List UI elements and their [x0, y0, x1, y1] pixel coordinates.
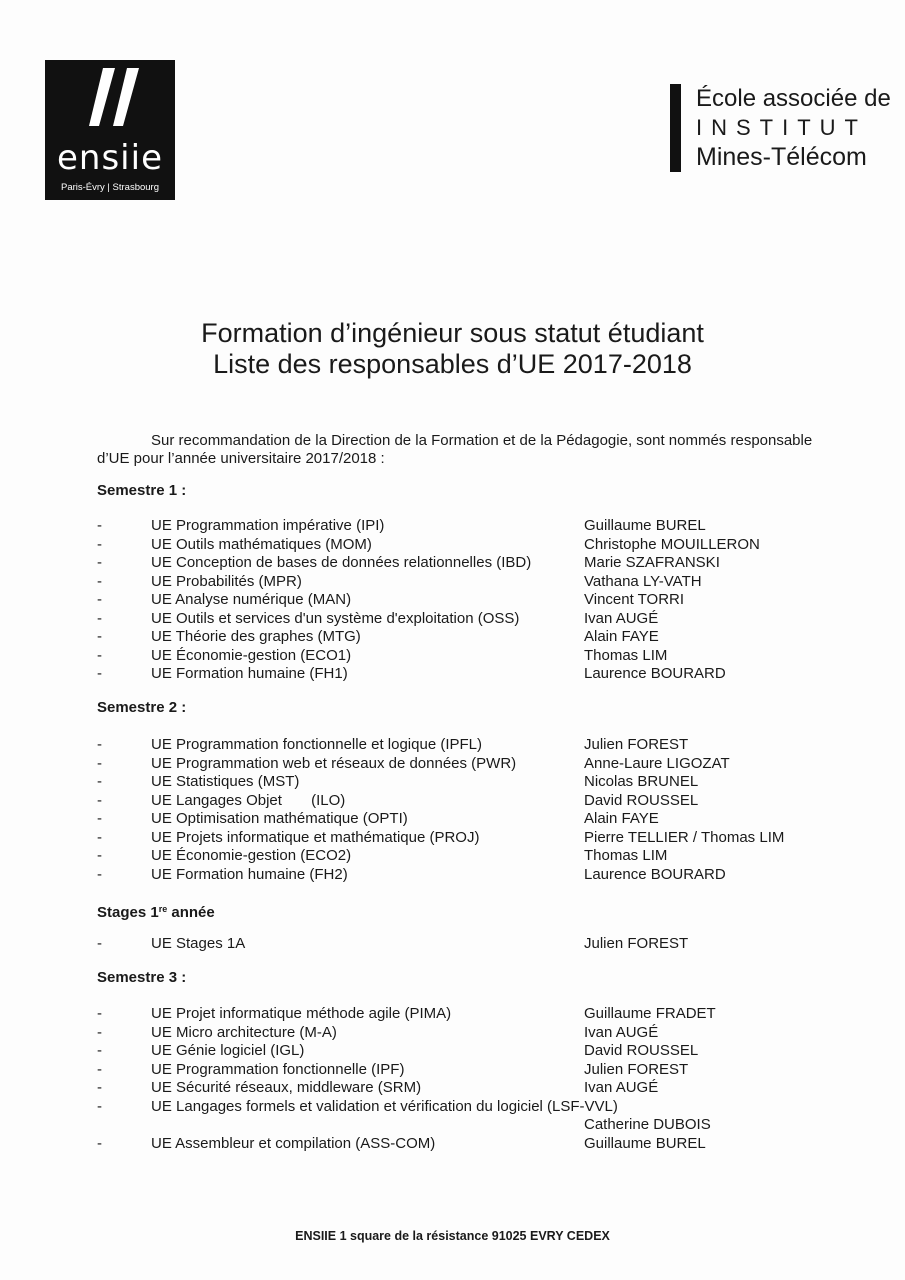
- document-title: [0, 318, 905, 380]
- ue-course: UE Formation humaine (FH1): [151, 665, 348, 682]
- list-item: [0, 536, 905, 555]
- list-item: [0, 610, 905, 629]
- ue-responsible: Laurence BOURARD: [584, 865, 726, 883]
- ue-responsible: Ivan AUGÉ: [584, 1079, 659, 1096]
- ue-list-semestre-2: [0, 736, 905, 884]
- ue-responsible: Vathana LY-VATH: [584, 572, 702, 590]
- ue-list-stages: [0, 935, 905, 954]
- list-dash: -: [97, 628, 102, 645]
- list-item: [0, 573, 905, 592]
- list-dash: -: [97, 1134, 102, 1152]
- ue-course: UE Assembleur et compilation (ASS-COM): [151, 1134, 436, 1152]
- ensiie-logo: [45, 60, 175, 200]
- list-dash: -: [97, 646, 102, 664]
- list-item: [0, 866, 905, 885]
- section-heading-semestre-3: Semestre 3 :: [97, 969, 187, 986]
- ue-responsible: Anne-Laure LIGOZAT: [584, 754, 730, 772]
- list-item: [0, 665, 905, 684]
- ue-responsible: David ROUSSEL: [584, 1042, 699, 1059]
- ue-course: UE Sécurité réseaux, middleware (SRM): [151, 1079, 422, 1096]
- ue-responsible: Alain FAYE: [584, 810, 659, 827]
- ue-course: UE Économie-gestion (ECO1): [151, 646, 352, 664]
- imt-bar-icon: [670, 84, 681, 172]
- ue-course: UE Programmation impérative (IPI): [151, 517, 385, 534]
- ue-responsible: Ivan AUGÉ: [584, 609, 659, 627]
- list-dash: -: [97, 517, 102, 534]
- ue-responsible: Marie SZAFRANSKI: [584, 554, 720, 571]
- list-item: [0, 792, 905, 811]
- list-item: [0, 1042, 905, 1061]
- ue-responsible: Thomas LIM: [584, 847, 668, 864]
- list-item: [0, 736, 905, 755]
- list-dash: -: [97, 665, 102, 682]
- ue-responsible: Thomas LIM: [584, 646, 668, 664]
- list-dash: -: [97, 609, 102, 627]
- intro-paragraph: [97, 432, 842, 468]
- list-item: [0, 1024, 905, 1043]
- list-dash: -: [97, 736, 102, 753]
- list-item: [0, 591, 905, 610]
- ue-responsible: Julien FOREST: [584, 935, 689, 952]
- ue-course: UE Programmation fonctionnelle (IPF): [151, 1060, 405, 1078]
- title-line2: Liste des responsables d’UE 2017-2018: [213, 349, 692, 379]
- ue-course: UE Économie-gestion (ECO2): [151, 847, 352, 864]
- ue-responsible: Julien FOREST: [584, 736, 689, 753]
- list-item: [0, 755, 905, 774]
- ue-course: UE Outils et services d'un système d'exploitation (OSS): [151, 609, 520, 627]
- list-dash: -: [97, 935, 102, 952]
- stages-heading-rest: année: [167, 904, 215, 921]
- ue-list-semestre-1: [0, 517, 905, 684]
- ue-course: UE Langages Objet (ILO): [151, 791, 346, 809]
- list-item: [0, 1135, 905, 1154]
- intro-line1: Sur recommandation de la Direction de la Formation et de la Pédagogie, sont nommés responsable: [151, 432, 813, 449]
- list-item: [0, 1005, 905, 1024]
- list-item: [0, 810, 905, 829]
- ue-responsible: Alain FAYE: [584, 628, 659, 645]
- list-item: [0, 628, 905, 647]
- list-item: [0, 773, 905, 792]
- list-item: [0, 517, 905, 536]
- ue-course: UE Projets informatique et mathématique (PROJ): [151, 828, 480, 846]
- ue-responsible: Christophe MOUILLERON: [584, 535, 760, 553]
- ue-responsible: Julien FOREST: [584, 1060, 689, 1078]
- ensiie-brand-text: ensiie: [57, 138, 163, 178]
- ue-responsible: Catherine DUBOIS: [584, 1116, 711, 1133]
- intro-line2: d’UE pour l’année universitaire 2017/2018 :: [97, 450, 385, 467]
- footer-address: ENSIIE 1 square de la résistance 91025 EVRY CEDEX: [295, 1229, 610, 1243]
- list-dash: -: [97, 1005, 102, 1022]
- ue-course: UE Langages formels et validation et vérification du logiciel (LSF-VVL): [151, 1097, 618, 1115]
- list-dash: -: [97, 591, 102, 608]
- imt-line3: Mines-Télécom: [696, 143, 867, 171]
- ue-course: UE Programmation web et réseaux de données (PWR): [151, 754, 517, 772]
- ue-course: UE Analyse numérique (MAN): [151, 591, 352, 608]
- ue-list-semestre-3: [0, 1005, 905, 1153]
- imt-line1: École associée de: [696, 85, 891, 112]
- list-dash: -: [97, 847, 102, 864]
- section-heading-semestre-2: Semestre 2 :: [97, 699, 187, 716]
- imt-line2: INSTITUT: [696, 115, 867, 140]
- list-dash: -: [97, 865, 102, 883]
- list-item: [0, 935, 905, 954]
- list-dash: -: [97, 1042, 102, 1059]
- section-heading-semestre-1: Semestre 1 :: [97, 482, 187, 499]
- ensiie-slashes-icon: [85, 68, 145, 138]
- list-dash: -: [97, 572, 102, 590]
- list-dash: -: [97, 773, 102, 790]
- list-dash: -: [97, 535, 102, 553]
- section-heading-stages: [97, 900, 215, 922]
- list-dash: -: [97, 1097, 102, 1115]
- list-item: [0, 829, 905, 848]
- ue-course: UE Conception de bases de données relationnelles (IBD): [151, 554, 532, 571]
- ue-course: UE Outils mathématiques (MOM): [151, 535, 372, 553]
- ue-responsible: Pierre TELLIER / Thomas LIM: [584, 828, 785, 846]
- stages-heading-main: Stages 1: [97, 904, 159, 921]
- ue-course: UE Stages 1A: [151, 935, 246, 952]
- stages-heading-sup: re: [158, 904, 168, 914]
- title-line1: Formation d’ingénieur sous statut étudiant: [201, 318, 704, 348]
- list-item: [0, 1079, 905, 1098]
- ue-course: UE Théorie des graphes (MTG): [151, 628, 361, 645]
- ue-course: UE Formation humaine (FH2): [151, 865, 348, 883]
- ue-responsible: Guillaume BUREL: [584, 517, 706, 534]
- list-dash: -: [97, 754, 102, 772]
- ue-course: UE Projet informatique méthode agile (PIMA): [151, 1005, 452, 1022]
- ensiie-subtitle: Paris-Évry | Strasbourg: [60, 182, 160, 193]
- list-dash: -: [97, 1060, 102, 1078]
- ue-course: UE Statistiques (MST): [151, 773, 300, 790]
- list-dash: -: [97, 1079, 102, 1096]
- list-item: [0, 1061, 905, 1080]
- list-dash: -: [97, 828, 102, 846]
- ue-course: UE Génie logiciel (IGL): [151, 1042, 305, 1059]
- list-item: [0, 554, 905, 573]
- list-item: [0, 647, 905, 666]
- list-dash: -: [97, 791, 102, 809]
- imt-logo: [670, 82, 891, 172]
- ue-course: UE Probabilités (MPR): [151, 572, 302, 590]
- list-dash: -: [97, 810, 102, 827]
- ue-responsible: Ivan AUGÉ: [584, 1023, 659, 1041]
- ue-responsible: Vincent TORRI: [584, 591, 685, 608]
- ue-responsible: Laurence BOURARD: [584, 665, 726, 682]
- ue-course: UE Micro architecture (M-A): [151, 1023, 337, 1041]
- list-item: [0, 1098, 905, 1135]
- ue-responsible: Nicolas BRUNEL: [584, 773, 699, 790]
- ue-responsible: David ROUSSEL: [584, 791, 699, 809]
- list-dash: -: [97, 554, 102, 571]
- ue-responsible: Guillaume FRADET: [584, 1005, 716, 1022]
- ue-course: UE Optimisation mathématique (OPTI): [151, 810, 408, 827]
- list-item: [0, 847, 905, 866]
- list-dash: -: [97, 1023, 102, 1041]
- ue-responsible: Guillaume BUREL: [584, 1134, 706, 1152]
- ue-course: UE Programmation fonctionnelle et logique (IPFL): [151, 736, 482, 753]
